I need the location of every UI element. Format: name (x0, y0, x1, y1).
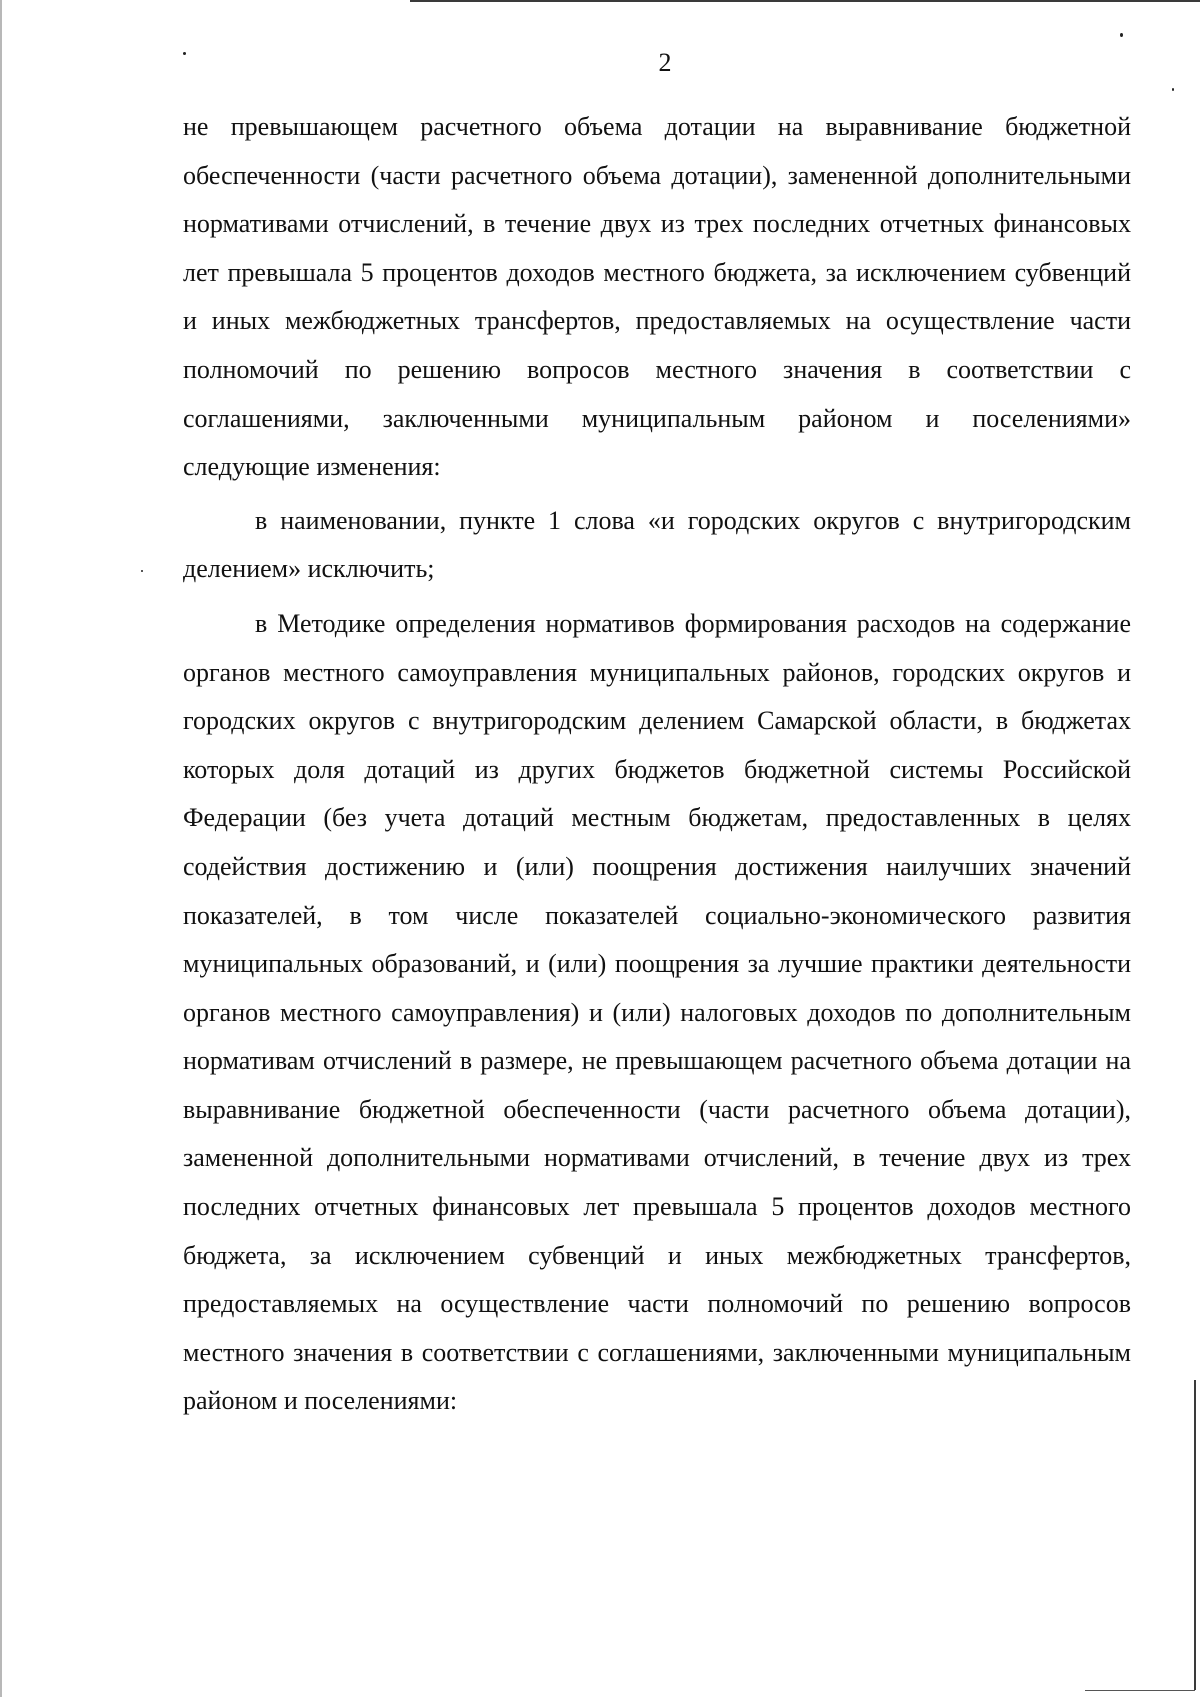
scan-right-edge (1194, 1380, 1196, 1690)
document-body (183, 103, 1131, 1426)
paragraph-continuation: не превышающем расчетного объема дотации на выравнивание бюджетной обеспеченности (части расчетного объема дотации), замененной дополнительными нормативами отчислений, в течение двух из трех последних отчетных финансовых лет превышала 5 процентов доходов местного бюджета, за исключением субвенций и иных межбюджетных трансфертов, предоставляемых на осуществление части полномочий по решению вопросов местного значения в соответствии с соглашениями, заключенными муниципальным районом и поселениями» следующие изменения: (183, 112, 1131, 482)
scan-speck (141, 570, 143, 572)
scan-speck (1120, 33, 1123, 37)
scan-top-edge (410, 0, 1200, 2)
paragraph-methodology: в Методике определения нормативов формирования расходов на содержание органов местного самоуправления муниципальных районов, городских округов и городских округов с внутригородским делением Самарской области, в бюджетах которых доля дотаций из других бюджетов бюджетной системы Российской Федерации (без учета дотаций местным бюджетам, предоставленных в целях содействия достижению и (или) поощрения достижения наилучших значений показателей, в том числе показателей социально-экономического развития муниципальных образований, и (или) поощрения за лучшие практики деятельности органов местного самоуправления) и (или) налоговых доходов по дополнительным нормативам отчислений в размере, не превышающем расчетного объема дотации на выравнивание бюджетной обеспеченности (части расчетного объема дотации), замененной дополнительными нормативами отчислений, в течение двух из трех последних отчетных финансовых лет превышала 5 процентов доходов местного бюджета, за исключением субвенций и иных межбюджетных трансфертов, предоставляемых на осуществление части полномочий по решению вопросов местного значения в соответствии с соглашениями, заключенными муниципальным районом и поселениями: (183, 608, 1131, 1416)
paragraph-amendment-title: в наименовании, пункте 1 слова «и городских округов с внутригородским делением» исключить; (183, 505, 1131, 584)
page-number: 2 (658, 48, 672, 77)
scan-speck (1172, 88, 1174, 91)
scan-left-edge (0, 0, 2, 1697)
scan-bottom-edge (1085, 1690, 1195, 1691)
